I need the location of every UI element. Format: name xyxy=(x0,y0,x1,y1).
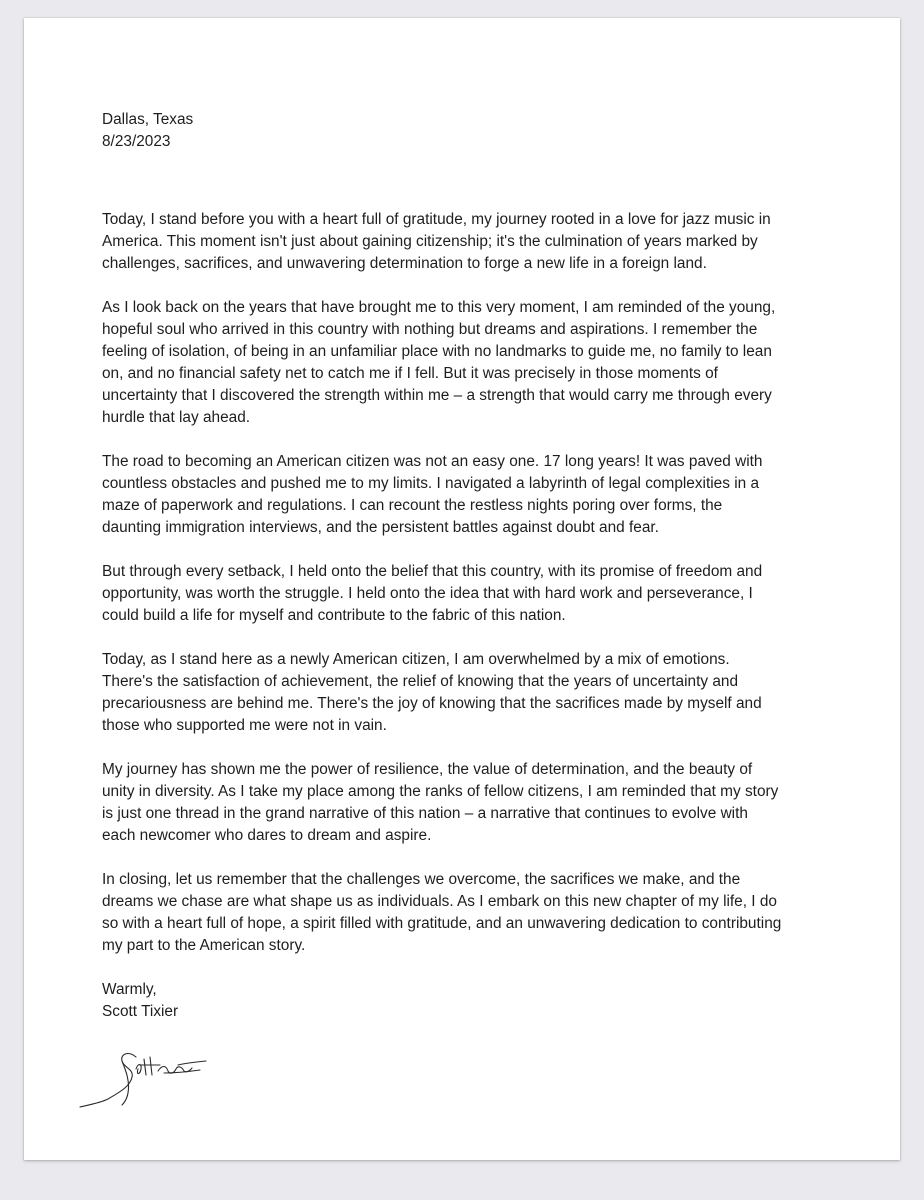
letter-body xyxy=(102,109,782,1023)
location-text: Dallas, Texas xyxy=(102,111,194,128)
paragraph-4: But through every setback, I held onto the belief that this country, with its promise of freedom and opportunity, was worth the struggle. I held onto the idea that with hard work and perseverance, I could build a life for myself and contribute to the fabric of this nation. xyxy=(102,563,763,624)
author-name: Scott Tixier xyxy=(102,1003,179,1020)
paragraph-6: My journey has shown me the power of resilience, the value of determination, and the beauty of unity in diversity. As I take my place among the ranks of fellow citizens, I am reminded that my story is just one thread in the grand narrative of this nation – a narrative that continues to evolve with each newcomer who dares to dream and aspire. xyxy=(102,761,779,844)
paragraph-5: Today, as I stand here as a newly American citizen, I am overwhelmed by a mix of emotions. There's the satisfaction of achievement, the relief of knowing that the years of uncertainty and precariousness are behind me. There's the joy of knowing that the sacrifices made by myself and those who supported me were not in vain. xyxy=(102,651,762,734)
sign-off xyxy=(102,979,782,1023)
paragraph-7: In closing, let us remember that the challenges we overcome, the sacrifices we make, and the dreams we chase are what shape us as individuals. As I embark on this new chapter of my life, I do so with a heart full of hope, a spirit filled with gratitude, and an unwavering dedication to contributing my part to the American story. xyxy=(102,871,782,954)
letter-header xyxy=(102,109,782,153)
paragraph-2: As I look back on the years that have brought me to this very moment, I am reminded of the young, hopeful soul who arrived in this country with nothing but dreams and aspirations. I remember the feeling of isolation, of being in an unfamiliar place with no landmarks to guide me, no family to lean on, and no financial safety net to catch me if I fell. But it was precisely in those moments of uncertainty that I discovered the strength within me – a strength that would carry me through every hurdle that lay ahead. xyxy=(102,299,776,426)
paragraph-3: The road to becoming an American citizen was not an easy one. 17 long years! It was paved with countless obstacles and pushed me to my limits. I navigated a labyrinth of legal complexities in a maze of paperwork and regulations. I can recount the restless nights poring over forms, the daunting immigration interviews, and the persistent battles against doubt and fear. xyxy=(102,453,763,536)
date-text: 8/23/2023 xyxy=(102,133,171,150)
paragraph-1: Today, I stand before you with a heart full of gratitude, my journey rooted in a love for jazz music in America. This moment isn't just about gaining citizenship; it's the culmination of years marked by challenges, sacrifices, and unwavering determination to forge a new life in a foreign land. xyxy=(102,211,771,272)
signature-icon xyxy=(78,1035,208,1110)
closing-text: Warmly, xyxy=(102,981,157,998)
